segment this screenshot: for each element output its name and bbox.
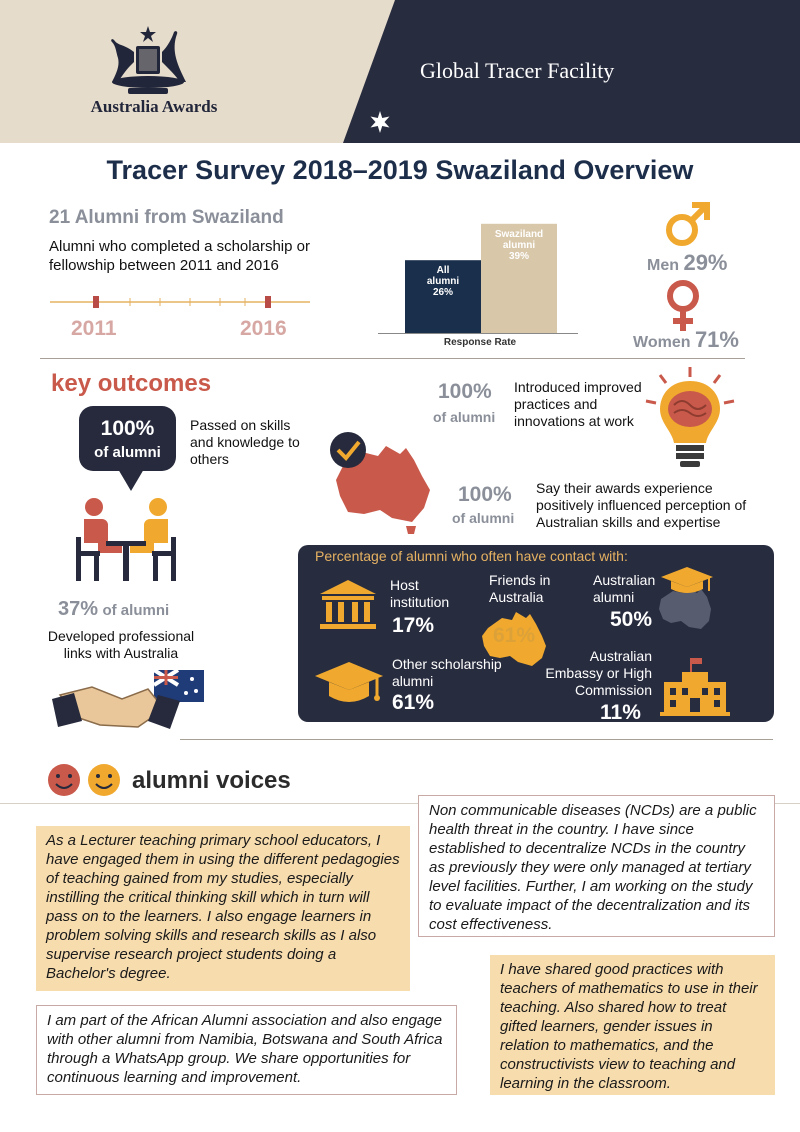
key-outcomes-heading: key outcomes — [51, 370, 212, 397]
quote-lecturer: As a Lecturer teaching primary school educators, I have engaged them in using the different pedagogies of teaching gained from my studies, especially instilling the critical thinking skill which in turn will pass on to the learners. I also engage learners in problem solving skills and research skills as I also supervise research project students doing a Bachelor's degree. — [36, 826, 410, 991]
response-bar-line1: Swaziland — [494, 228, 544, 240]
quote-african-alumni: I am part of the African Alumni association and also engage with other alumni from Namibia, Botswana and South Africa through a WhatsApp group. We share opportunities for continuous learning and improvement. — [36, 1005, 457, 1095]
men-stat — [647, 250, 728, 276]
australia-awards-logo-text: Australia Awards — [90, 97, 218, 116]
chart-x-label: Response Rate — [443, 337, 517, 348]
passed-on-pct: 100% — [100, 417, 155, 440]
response-rate-chart — [378, 200, 578, 355]
links-text: Developed professional links with Australia — [47, 628, 195, 661]
lightbulb-brain-icon — [640, 365, 740, 475]
alumni-voices-heading: alumni voices — [132, 767, 291, 794]
passed-on-text: Passed on skills and knowledge to others — [190, 417, 300, 467]
grad-cap-australia-icon — [655, 563, 717, 635]
male-symbol-icon — [662, 198, 712, 258]
perception-text: Say their awards experience positively influenced perception of Australian skills and expertise — [536, 480, 747, 530]
women-label: Women — [633, 334, 691, 351]
links-pct: 37% — [58, 598, 99, 620]
year-end: 2016 — [240, 317, 287, 340]
section-divider — [40, 358, 745, 359]
response-bar-line2: alumni — [426, 276, 460, 288]
australian-alumni-label: Australian alumni — [593, 572, 656, 605]
women-stat — [633, 327, 739, 353]
other-alumni-pct: 61% — [392, 691, 435, 714]
response-bar-label-0 — [405, 265, 481, 298]
friends-label: Friends in Australia — [489, 572, 551, 605]
alumni-description: Alumni who completed a scholarship or fellowship between 2011 and 2016 — [49, 238, 310, 274]
quote-mathematics: I have shared good practices with teachers of mathematics to use in their teaching. Also shared how to treat gifted learners, gender issues in relation to mathematics, and the constructivists view to teaching and learning in the classroom. — [490, 955, 775, 1095]
response-bar-label-1 — [481, 229, 557, 262]
australian-alumni-pct: 50% — [610, 608, 653, 631]
quote-ncd: Non communicable diseases (NCDs) are a public health threat in the country. I have since established to decentralize NCDs in the country as previously they were only managed at tertiary level facilities. Further, I am working on the study to evaluate impact of the decentralization and its cost effectiveness. — [418, 795, 775, 937]
speech-bubble-tail — [118, 469, 144, 491]
women-pct: 71% — [694, 327, 739, 352]
response-bar-pct: 39% — [508, 250, 529, 262]
institution-building-icon — [318, 578, 378, 630]
links-stat — [58, 598, 169, 621]
links-sub: of alumni — [102, 602, 170, 619]
perception-pct: 100% — [458, 483, 512, 506]
response-bar-line2: alumni — [502, 239, 536, 251]
page-title: Tracer Survey 2018–2019 Swaziland Overview — [106, 155, 694, 185]
embassy-label: Australian Embassy or High Commission — [545, 648, 652, 698]
australia-map-check-icon — [322, 430, 440, 535]
perception-sub: of alumni — [452, 510, 515, 526]
year-start: 2011 — [71, 317, 117, 340]
people-at-table-icon — [72, 493, 180, 583]
introduced-pct-block — [438, 380, 492, 404]
star-icon — [368, 110, 392, 134]
timeline-graphic — [50, 292, 310, 312]
embassy-building-icon — [660, 658, 730, 716]
other-alumni-label: Other scholarship alumni — [392, 656, 502, 689]
contact-panel-title: Percentage of alumni who often have contact with: — [315, 548, 628, 564]
host-institution-pct: 17% — [392, 614, 435, 637]
graduation-cap-icon — [313, 660, 385, 712]
introduced-sub: of alumni — [433, 409, 496, 425]
handshake-icon — [52, 665, 207, 735]
host-institution-label: Host institution — [390, 577, 450, 610]
smiley-faces-icon — [46, 762, 126, 798]
passed-on-sub: of alumni — [94, 444, 161, 461]
embassy-pct: 11% — [600, 701, 641, 724]
coat-of-arms-icon — [98, 22, 198, 98]
global-tracer-facility-title: Global Tracer Facility — [420, 58, 615, 83]
alumni-count: 21 Alumni from Swaziland — [49, 207, 284, 228]
introduced-text: Introduced improved practices and innovations at work — [514, 379, 642, 429]
introduced-pct: 100% — [438, 380, 492, 403]
friends-pct: 61% — [493, 624, 536, 647]
men-pct: 29% — [683, 250, 728, 275]
section-divider-2 — [180, 739, 773, 740]
response-bar-pct: 26% — [432, 287, 453, 299]
response-bar-line1: All — [436, 265, 450, 277]
men-label: Men — [647, 257, 679, 274]
